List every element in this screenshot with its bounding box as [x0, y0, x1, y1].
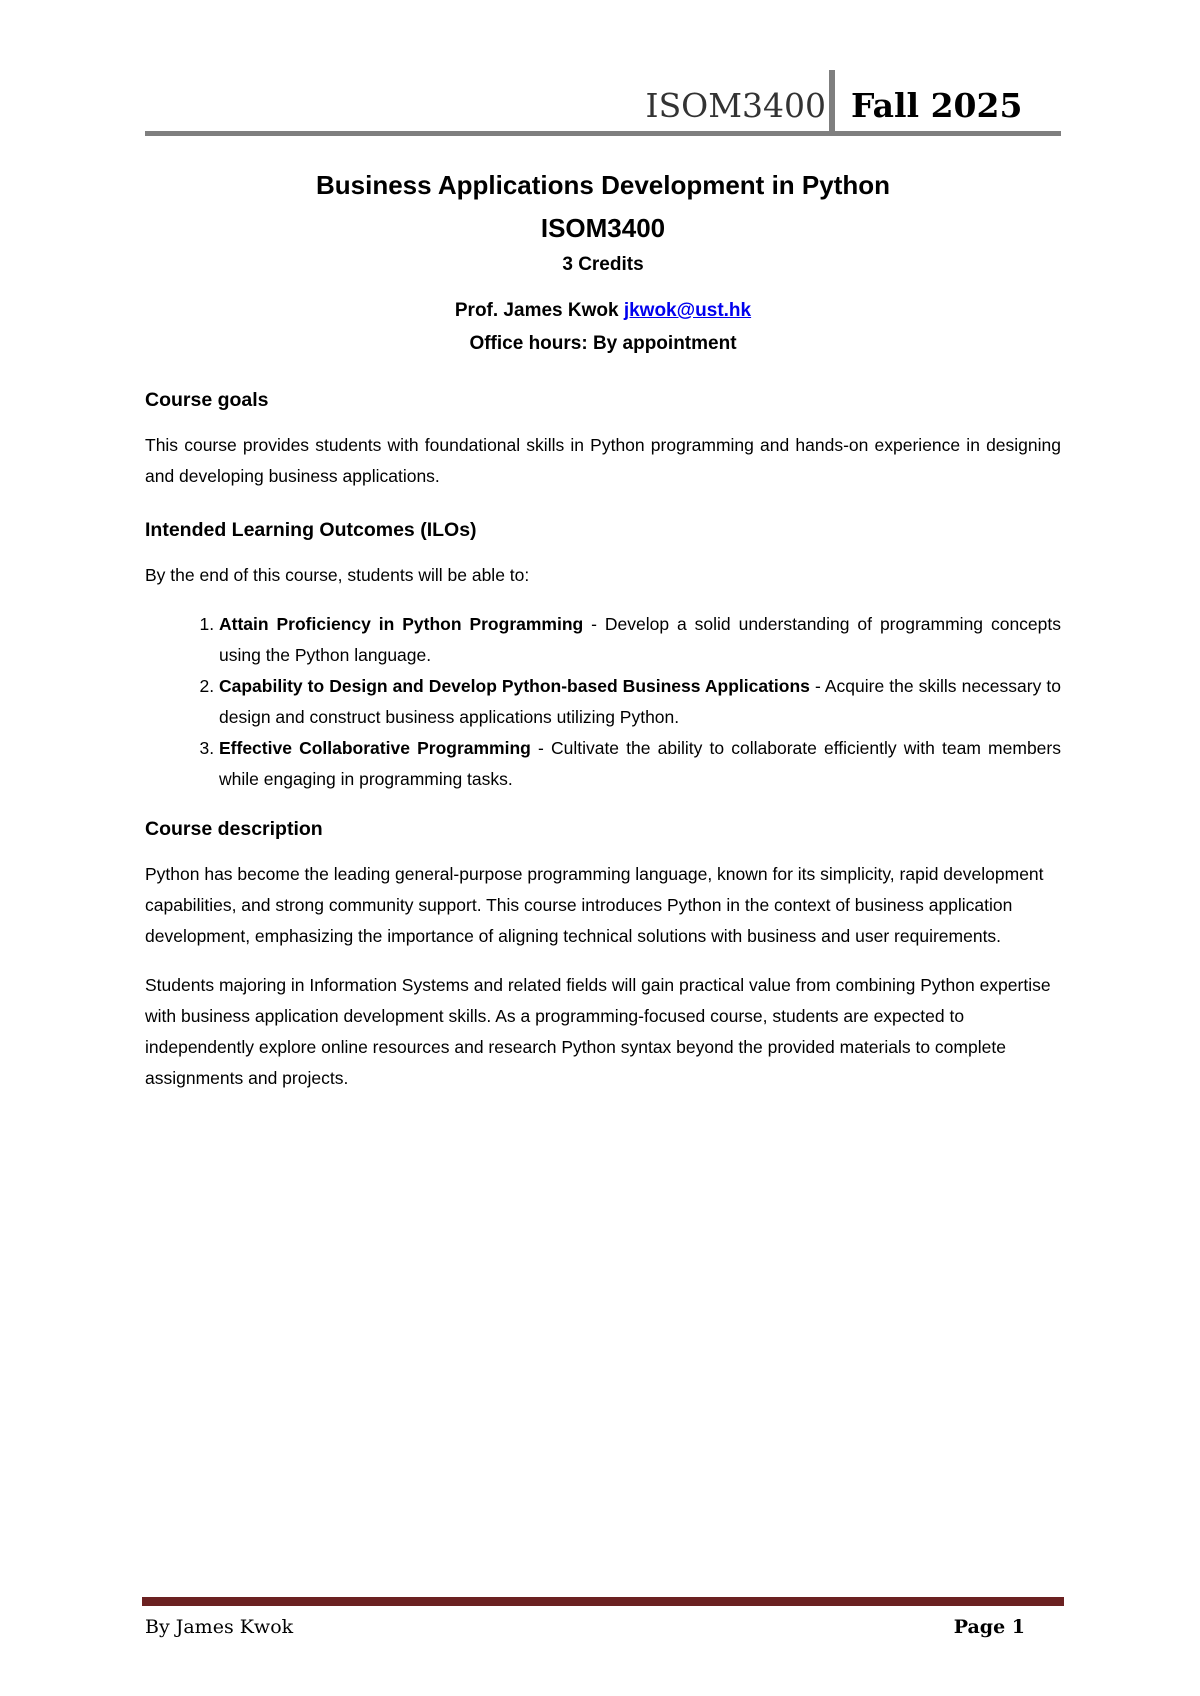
ilo-text: - Acquire the skills necessary to design and construct business applications utilizing Python.: [219, 676, 1061, 727]
ilo-text: - Develop a solid understanding of programming concepts using the Python language.: [219, 614, 1062, 665]
course-goals-text: This course provides students with foundational skills in Python programming and hands-on experience in designing and developing business applications.: [145, 435, 1061, 486]
footer-page-number: Page 1: [953, 1616, 1025, 1638]
course-description-heading: Course description: [145, 818, 323, 840]
course-code: ISOM3400: [540, 213, 666, 243]
header-term: Fall 2025: [851, 86, 1023, 125]
list-item: [219, 671, 1061, 733]
ilos-list: [145, 609, 1061, 795]
ilo-title: Attain Proficiency in Python Programming: [219, 614, 584, 634]
course-goals-heading: Course goals: [145, 389, 269, 411]
header-separator: [829, 70, 835, 132]
list-item: [219, 733, 1061, 795]
office-hours: Office hours: By appointment: [469, 333, 737, 354]
header-course-code: ISOM3400: [645, 86, 826, 125]
footer-author: By James Kwok: [145, 1616, 294, 1638]
instructor-name: Prof. James Kwok: [454, 300, 619, 321]
header-rule: [145, 131, 1061, 136]
instructor-line: [145, 298, 1061, 324]
course-credits: 3 Credits: [562, 254, 644, 275]
list-item: [219, 609, 1061, 671]
instructor-email-link[interactable]: jkwok@ust.hk: [623, 300, 752, 321]
course-title: Business Applications Development in Python: [315, 170, 891, 200]
description-paragraph: Students majoring in Information Systems and related fields will gain practical value from combining Python expertise with business application development skills. As a programming-focused course, students are expected to independently explore online resources and research Python syntax beyond the provided materials to complete assignments and projects.: [145, 975, 1051, 1088]
ilo-title: Effective Collaborative Programming: [219, 738, 531, 758]
ilos-heading: Intended Learning Outcomes (ILOs): [145, 519, 477, 541]
document-body: [145, 386, 1061, 1112]
ilos-intro: By the end of this course, students will be able to:: [145, 565, 530, 585]
ilo-text: - Cultivate the ability to collaborate efficiently with team members while engaging in programming tasks.: [219, 738, 1061, 789]
footer-rule: [142, 1597, 1064, 1606]
description-paragraph: Python has become the leading general-purpose programming language, known for its simplicity, rapid development capabilities, and strong community support. This course introduces Python in the context of business application development, emphasizing the importance of aligning technical solutions with business and user requirements.: [145, 864, 1044, 946]
ilo-title: Capability to Design and Develop Python-based Business Applications: [219, 676, 810, 696]
